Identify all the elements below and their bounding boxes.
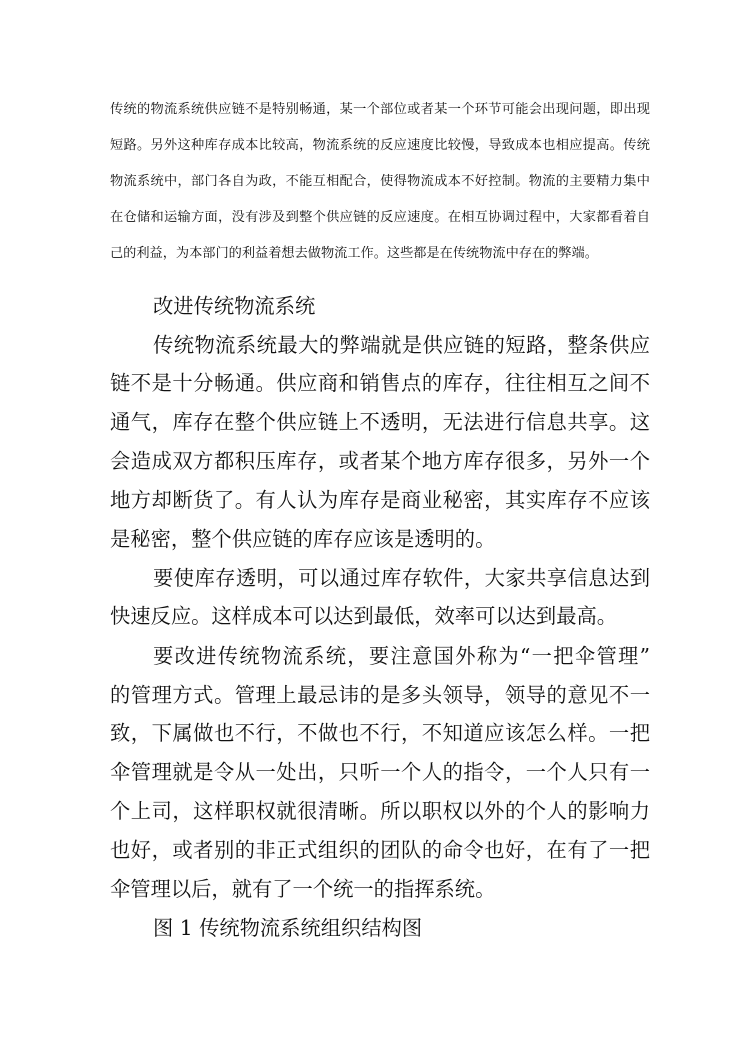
section-heading: 改进传统物流系统	[153, 294, 316, 318]
text-line: 地方却断货了。有人认为库存是商业秘密，其实库存不应该	[110, 488, 650, 512]
text-line: 快速反应。这样成本可以达到最低，效率可以达到最高。	[110, 604, 618, 628]
text-line: 物流系统中，部门各自为政，不能互相配合，使得物流成本不好控制。物流的主要精力集中	[110, 174, 650, 189]
figure-caption: 图 1 传统物流系统组织结构图	[153, 916, 423, 940]
text-line: 链不是十分畅通。供应商和销售点的库存，往往相互之间不	[110, 371, 650, 395]
text-line: 会造成双方都积压库存，或者某个地方库存很多，另外一个	[110, 449, 650, 473]
text-line: 是秘密，整个供应链的库存应该是透明的。	[110, 527, 496, 551]
text-line: 致，下属做也不行，不做也不行，不知道应该怎么样。一把	[110, 721, 650, 745]
text-line: 个上司，这样职权就很清晰。所以职权以外的个人的影响力	[110, 799, 650, 823]
text-line: 己的利益，为本部门的利益着想去做物流工作。这些都是在传统物流中存在的弊端。	[110, 246, 598, 261]
text-line: 伞管理就是令从一处出，只听一个人的指令，一个人只有一	[110, 760, 650, 784]
text-line: 传统物流系统最大的弊端就是供应链的短路，整条供应	[153, 333, 650, 357]
text-line: 的管理方式。管理上最忌讳的是多头领导，领导的意见不一	[110, 683, 650, 707]
text-line: 也好，或者别的非正式组织的团队的命令也好，在有了一把	[110, 838, 650, 862]
text-line: 伞管理以后，就有了一个统一的指挥系统。	[110, 877, 496, 901]
text-line: 要改进传统物流系统，要注意国外称为“一把伞管理”	[153, 644, 650, 668]
text-line: 要使库存透明，可以通过库存软件，大家共享信息达到	[153, 566, 650, 590]
text-line: 传统的物流系统供应链不是特别畅通，某一个部位或者某一个环节可能会出现问题，即出现	[110, 102, 650, 117]
text-line: 短路。另外这种库存成本比较高，物流系统的反应速度比较慢，导致成本也相应提高。传统	[110, 138, 650, 153]
text-line: 通气，库存在整个供应链上不透明，无法进行信息共享。这	[110, 410, 650, 434]
text-line: 在仓储和运输方面，没有涉及到整个供应链的反应速度。在相互协调过程中，大家都看着自	[110, 210, 650, 225]
